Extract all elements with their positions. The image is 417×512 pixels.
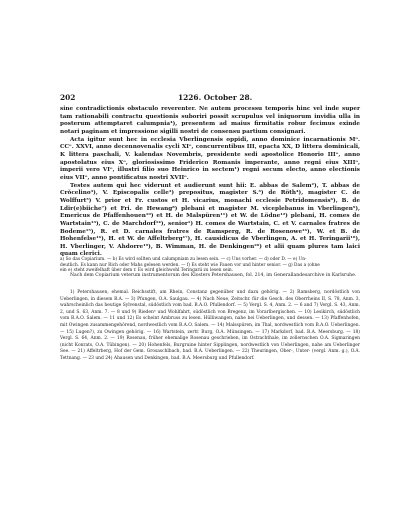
charter-text [60,106,360,259]
variant-note-line: ein e) steht zweifelhaft über dem r. Es wird gleichwohl Teringarii zu lesen sein. [60,268,233,274]
charter-paragraph: Acta igitur sunt hec in ecclesia Vberlingensis oppidi, anno dominice incarnationis Mᵒ. CCᵒ. XXVI, anno decennovenalis cycli XIᵒ, concurrentibus III, epacta XX, D littera dominicali, K littera paschali, V. kalendas Novembris, presidente sedi apostolice Honorio IIIᵒ, anno apostolatus eius Xᵒ, gloriosissimo Friderico Romanis imperante, anno regni eius XIIIᵒ, imperii vero VIᵒ, illustri filio suo Heinrico in sectem¹) regni secum electo, anno electionis eius VIIᵒ, anno pontificatus nostri XVIIᵒ. [60,136,360,181]
variant-notes [60,257,360,274]
running-title: 1226. October 28. [178,93,253,102]
commentary-paragraph: 1) Petershausen, ehemal. Reichsstift, am Rhein, Constanz gegenüber und dazu gehörig. — 2) Ramsberg, nordöstlich von Ueberlingen, in diesem B.A. — 3) Pfungen, O.A. Saulgau. — 4) Nach Neue, Zeitschr. für die Gesch. des Oberrheins II, S. 78, Anm. 3, wahrscheinlich das heutige Sylvenstal, südöstlich vom bad. B.A.O. Pfullendorf. — 5) Vergl. S. 4, Anm. 2. — 6 and 7) Vergl. S. 43, Anm. 2, und S. 63, Anm. 7. — 8 und 9) Riedenⁿ und Wohlfahrt, südöstlich von Bregenz, im Vorarlbergischen. — 10) Lesikirch, südöstlich vom B.A.O. Salem. — 11 und 12) Es scheint Ambruss zu lesen. Hülliwangen, nahe bei Ueberlingen, und dessen. — 13) Pfaffenhofen, mit Owingen zusammengehörend, nordwestlich vom B.A.O. Salem. — 14) Malsspüren, im Thal, nordwestlich vom B.A.O. Ueberlingen. — 15) Lugen?), zu Owingen gehörig. — 16) Wartstein, zertr. Burg, O.A. Münsingen. — 17) Markdorf, bad. B.A. Meersburg. — 18) Vergl. S. 64, Anm. 2. — 19) Rosenau, früher ehemalige Rosenau geschrieben, im Ostrachthale, im zollernschen O.A. Sigmaringen (nicht Konrats, O.A. Tübingen). — 20) Hohenfels, Burgruine hinter Sipplingen, nordwestlich von Ueberlingen, nahe am Ueberlinger See. — 21) Affeltrberg, Hof der Gem. Grosaschlbach, bad. B.A. Ueberlingen. — 22) Theuringen, Ober-, Unter- (vergl. Anm. g.), O.A. Tettnang. — 23 und 24) Ahausen und Denkingen, bad. B.A. Meersburg und Pfullendorf. [60,290,360,361]
variant-note-line: a) So das Copiarium. — b) Es wird sollten und calumpniam zu lesen sein. — c) Uns vorher. — d) oder D. — e) Un- [60,257,307,262]
source-note: Nach dem Copiarium veterum instrumentorum des Klosters Petershausen, fol. 214, im Generallandesarchive in Karlsruhe. [70,273,357,278]
charter-paragraph: sine contradictionis obstaculo reverenter. Ne autem processu temporis hinc vel inde super tam rationabili contractu questionis suboriri possit scrupulus vel iniquorum invidia ulla in posterum attemptaret calumpnia⁴), presentem ad maius firmitatis robur fecimus exinde notari paginam et impressione sigilli nostri de consensu partium consignari. [60,106,360,135]
page-header [60,93,360,103]
witness-paragraph: Testes autem qui hec viderunt et audierunt sunt hii: E. abbas de Salem²), T. abbas de Crǒcelino³), V. Episcopalis celle³) prepositus, magister S.³) de Röth⁴), magister C. de Wolffurt⁵) V. prior et Fr. custos et H. vicarius, monachi ecclesie Petridomensis⁶), B. de Ldir(e)biiche⁷) et Fri. de Hewang⁸) plebani et magister M. viceplebanus in Vberlingen⁹), Emericus de Pfaffenhouen¹⁰) et H. de Malspüren¹¹) et W. de Lödne¹²) plebani, H. comes de Wartstain¹³), C. de Marchdorf¹⁴), senior¹) H. comes de Wartstain, C. et V. carnales fratres de Bodeme¹⁵), R. et D. carnales fratres de Ramsperg, R. de Rosenowe¹⁶), W. et B. de Hohenfelse¹⁶), H. et W. de Affeltrberg¹⁷), H. causidicus de Vberlingen, A. et H. Teringarii¹⁸), H. Vberlinger, V. Ahdorre¹⁹), B. Wimman, H. de Denkingen²⁰) et alii quam plures tam laici quam clerici. [60,182,360,258]
commentary-notes [60,290,360,363]
page-number: 202 [60,93,76,102]
variant-note-line: deutlich. Es kann nur Rich oder Mahs gelesen werden. — f) Es steht wie Fauen vor und hinter senior. — g) Das a (ohne [60,262,320,268]
